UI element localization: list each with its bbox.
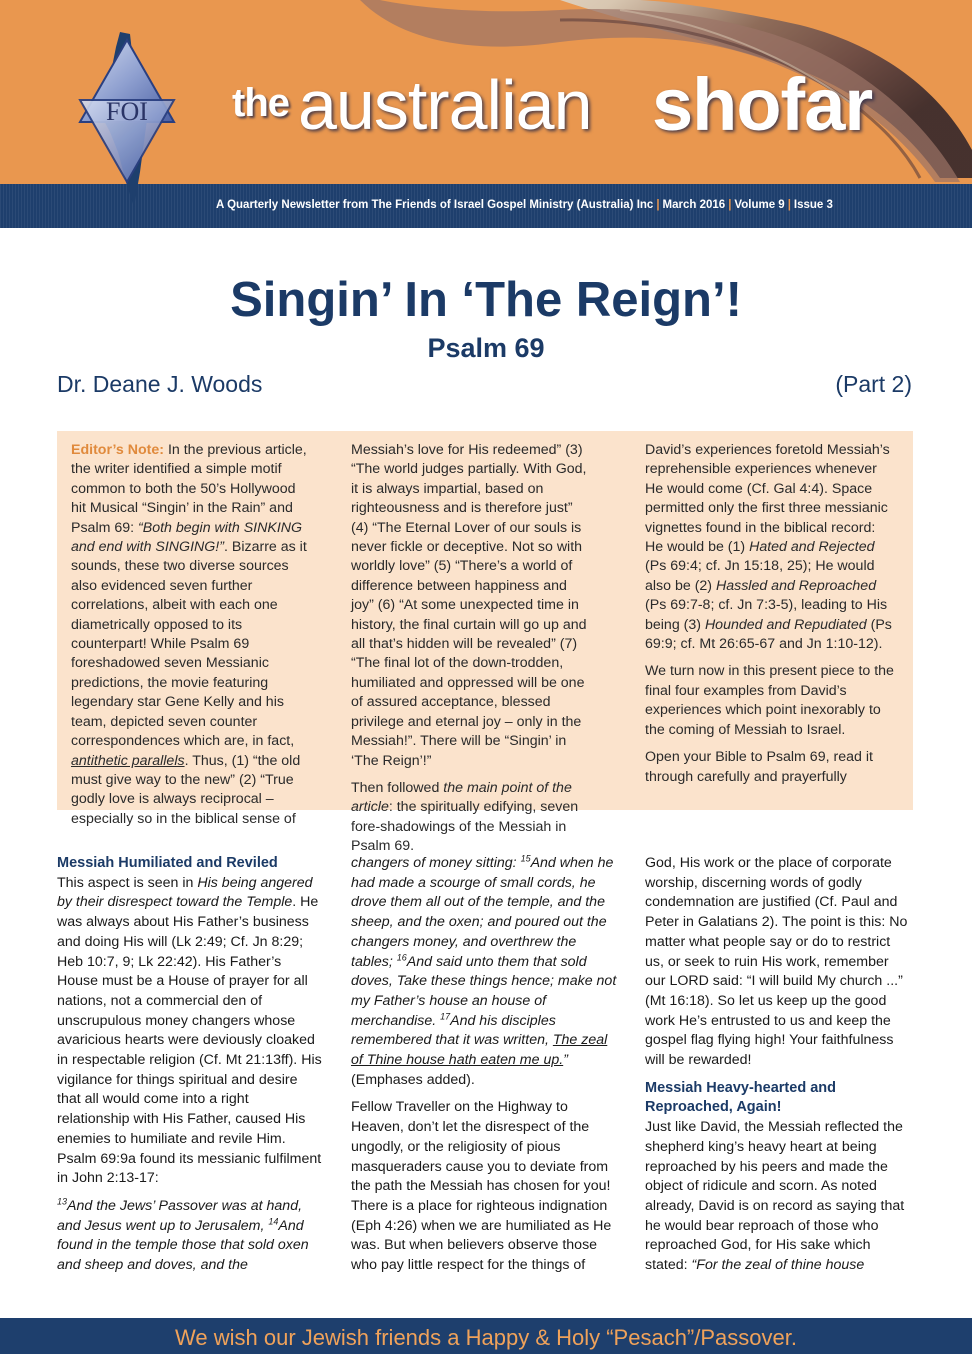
text-run-italic: “Both begin with SINKING and end with SINGING!” [71,519,303,556]
editors-note-label: Editor’s Note: [71,442,165,458]
text-run-italic-underlined: antithetic parallels [71,752,185,769]
text-run: Just like David, the Messiah reflected the shepherd king’s heavy heart at being reproached by his peers and made the object of ridicule and scorn. As noted already, David is on record as saying that he would bear reproach of those who reproached God, for His sake which stated: [645,1119,905,1274]
body-paragraph: God, His work or the place of corporate worship, discerning words of godly condemnation are justified (Cf. Paul and Peter in Galatians 2). The point is this: No matter what people say or do to restrict us, or seek to ruin His work, remember our LORD said: “I will build My church ...” (Mt 16:18). So let us keep up the good work He’s entrusted to us and keep the gospel flag flying high! Your faithfulness will be rewarded! [645,855,908,1069]
text-run-italic: And found in the temple those that sold oxen and sheep and doves, and the [57,1217,309,1274]
text-run-italic: the main point of the article [351,779,572,816]
text-run-italic: And his disciples remembered that it was written, [351,1012,556,1049]
tagline-issue: Issue 3 [793,199,833,211]
tagline-separator: | [728,199,732,211]
text-run: : the spiritually edifying, seven fore-shadowings of the Messiah in Psalm 69. [351,799,579,855]
body-paragraph [645,1118,911,1276]
masthead-title-the: the [232,81,289,125]
scripture-quote [57,1197,323,1276]
text-run: . Thus, (1) “the old must give way to the new” (2) “True godly love is always reciprocal – especially so in the biblical sense of [71,752,301,827]
tagline-separator: | [656,199,660,211]
editors-note-box [57,431,913,855]
masthead-title-australian: australian [298,66,592,144]
text-run-italic: changers of money sitting: [351,855,521,871]
body-paragraph [57,874,323,1189]
text-run: . Bizarre as it sounds, these two diverse sources also evidenced seven further correlations, albeit with each one diametrically opposed to its counterpart! While Psalm 69 foreshadowed seven Messianic predictions, the movie featuring legendary star Gene Kelly and his team, depicted seven counter correspondences which are, in fact, [71,539,307,750]
verse-number: 14 [268,1215,279,1226]
tagline-volume: Volume 9 [734,199,785,211]
verse-number: 13 [57,1196,68,1207]
text-run-italic: And said unto them that sold doves, Take these things hence; make not my Father’s house an house of merchandise. [351,953,617,1029]
foi-star-of-david-logo [52,22,202,212]
text-run-italic: Hounded and Repudiated [704,616,867,633]
verse-number: 17 [440,1010,451,1021]
body-column-1 [57,854,323,1284]
text-run-italic: ” [563,1052,568,1069]
footer-banner [0,1318,972,1354]
verse-number: 15 [520,853,531,864]
masthead [0,0,972,228]
section-heading: Messiah Humiliated and Reviled [57,855,278,871]
masthead-title-shofar: shofar [652,63,873,146]
editors-note-paragraph: Messiah’s love for His redeemed” (3) “The world judges partially. With God, it is always impartial, based on righteousness and is therefore just” (4) “The Eternal Lover of our souls is never fickle or deceptive. Not so with worldly love” (5) “There’s a world of difference between happiness and joy” (6) “At some unexpected time in history, the final curtain will go up and all that’s hidden will be revealed” (7) “The final lot of the down-trodden, humiliated and oppressed will be one of assured acceptance, blessed privilege and eternal joy – only in the Messiah!”. There will be “Singin’ in ‘The Reign’!” [351,442,587,769]
text-run-italic: And when he had made a scourge of small cords, he drove them all out of the temple, and the sheep, and the oxen; and poured out the changers money, and overthrew the tables; [351,855,614,970]
text-run-italic-underlined: The zeal of Thine house hath eaten me up. [351,1032,608,1069]
editors-note-paragraph [351,779,587,857]
article-author: Dr. Deane J. Woods [57,371,263,397]
text-run: David’s experiences foretold Messiah’s reprehensible experiences whenever He would come (Cf. Gal 4:4). Space permitted only the first three messianic vignettes found in the biblical record: He would be (1) [645,442,890,556]
verse-number: 16 [396,951,407,962]
text-run: In the previous article, the writer identified a simple motif common to both the 50’s Hollywood hit Musical “Singin’ in the Rain” and Psalm 69: [71,442,307,536]
tagline-date: March 2016 [662,199,726,211]
editors-note-paragraph: We turn now in this present piece to the final four examples from David’s experiences which point inexorably to the coming of Messiah to Israel. [645,663,894,738]
article-headline: Singin’ In ‘The Reign’! [230,273,742,327]
text-run: (Emphases added). [351,1071,475,1088]
body-column-3 [645,854,911,1284]
tagline-publisher: A Quarterly Newsletter from The Friends of Israel Gospel Ministry (Australia) Inc [216,199,654,211]
tagline-separator: | [787,199,791,211]
text-run-italic: Hated and Rejected [749,539,875,556]
editors-note-paragraph: Open your Bible to Psalm 69, read it through carefully and prayerfully [645,749,873,785]
masthead-tagline [216,199,833,211]
text-run: This aspect is seen in [57,874,198,891]
section-heading: Messiah Heavy-hearted and Reproached, Again! [645,1079,836,1116]
editors-note-column-3 [645,441,897,795]
text-run-italic: “For the zeal of thine house [691,1257,865,1274]
text-run: (Ps 69:7-8; cf. Jn 7:3-5), leading to His being (3) [645,597,888,633]
body-paragraph: Fellow Traveller on the Highway to Heaven, don’t let the disrespect of the ungodly, or the religiosity of pious masqueraders cause you to deviate from the path the Messiah has chosen for you! There is a place for righteous indignation (Eph 4:26) when we are humiliated as He was. But when believers observe those who pay little respect for the things of [351,1099,612,1274]
editors-note-column-2 [351,441,587,865]
body-column-2 [351,854,617,1284]
logo-foi-text: FOI [106,97,148,126]
article-part: (Part 2) [835,371,912,397]
text-run-italic: His being angered by their disrespect toward the Temple [57,874,313,911]
scripture-quote [351,854,617,1090]
text-run-italic: Hassled and Reproached [715,577,877,594]
article-subheading: Psalm 69 [427,333,545,363]
text-run: (Ps 69:9; cf. Mt 26:65-67 and Jn 1:10-12). [645,616,892,653]
editors-note-column-1 [71,441,307,837]
text-run: (Ps 69:4; cf. Jn 15:18, 25); He would also be (2) [645,558,875,594]
footer-greeting: We wish our Jewish friends a Happy & Holy “Pesach”/Passover. [175,1325,797,1350]
text-run-italic: And the Jews’ Passover was at hand, and Jesus went up to Jerusalem, [57,1197,303,1234]
text-run: . He was always about His Father’s business and doing His will (Lk 2:49; Cf. Jn 8:29; Heb 10:7, 9; Lk 22:42). His Father’s House must be a House of prayer for all nations, not a commercial den of unscrupulous money changers whose avaricious hearts were deviously cloaked in respectable religion (Cf. Mt 21:13ff). His vigilance for things spiritual and desire that all would come into a right relationship with His Father, caused His enemies to humiliate and revile Him. Psalm 69:9a found its messianic fulfilment in John 2:13-17: [57,894,322,1187]
editors-note-paragraph [71,441,307,829]
editors-note-paragraph [645,441,897,654]
text-run: Then followed [351,779,444,796]
